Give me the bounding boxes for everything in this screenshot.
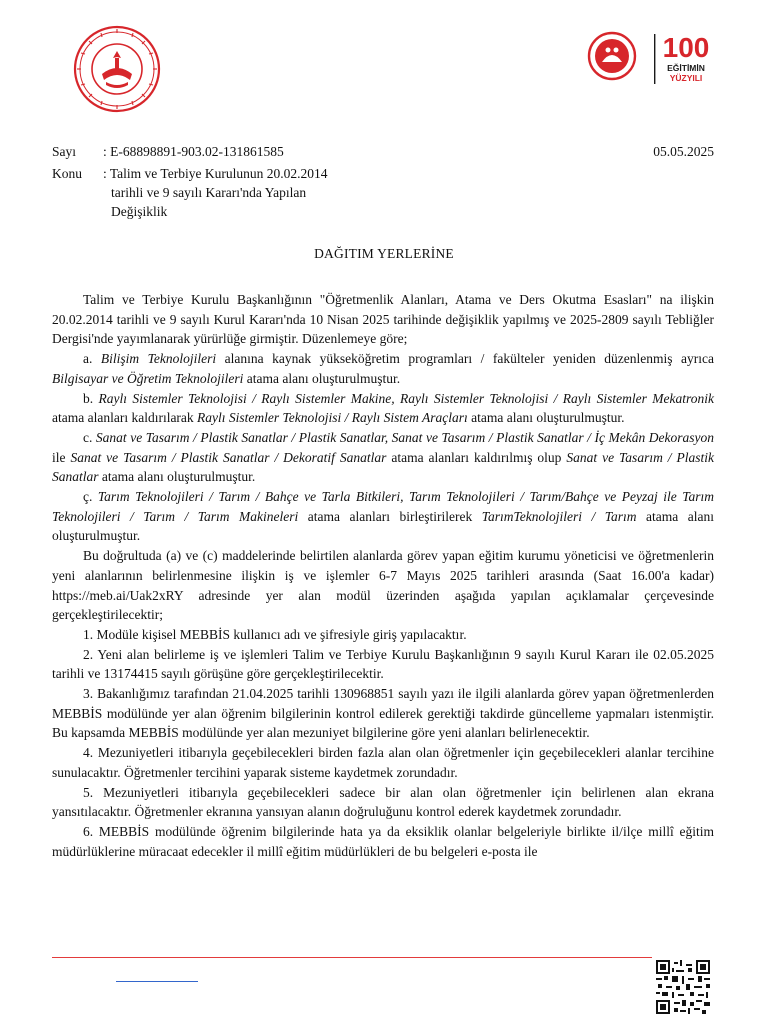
konu-label: Konu [52, 166, 82, 181]
list-item-5: 5. Mezuniyetleri itibarıyla geçebilecekleri sadece bir alan olan öğretmenler için belirlenen alan ekrana yansıtılacaktır. Öğretmenler ekranına yansıyan alanın doğruluğunu kontrol ederek kaydetmek zorundadır. [52, 784, 714, 820]
document-date: 05.05.2025 [653, 144, 714, 159]
sayi-row [52, 143, 284, 161]
item-a: a. Bilişim Teknolojileri alanına kaynak yükseköğretim programları / fakülteler yeniden düzenlenmiş ayrıca Bilgisayar ve Öğretim Teknolojileri atama alanı oluşturulmuştur. [52, 351, 714, 386]
konu-line-2: tarihli ve 9 sayılı Kararı'nda Yapılan [111, 185, 307, 200]
brand-sub-1: EĞİTİMİN [667, 63, 705, 73]
sayi-value: : E-68898891-903.02-131861585 [103, 144, 284, 159]
list-item-4: 4. Mezuniyetleri itibarıyla geçebilecekleri birden fazla alan olan öğretmenler için geçebilecekleri alanlar tercihine sunulacaktır. Öğretmenler tercihini yaparak sisteme kaydetmek zorundadır. [52, 745, 714, 780]
item-b: b. Raylı Sistemler Teknolojisi / Raylı Sistemler Makine, Raylı Sistemler Teknolojisi / Raylı Sistemler Mekatronik atama alanları kaldırılarak Raylı Sistemler Teknolojisi / Raylı Sistem Araçları atama alanı oluşturulmuştur. [52, 390, 715, 426]
brand-number: 100 [662, 32, 710, 63]
qr-code-icon [656, 960, 710, 1014]
list-item-6: 6. MEBBİS modülünde öğrenim bilgilerinde hata ya da eksiklik olanlar belgeleriyle birlikte il/ilçe millî eğitim müdürlüklerine müracaat edecekler il millî eğitim müdürlükleri de bu belgeleri e-posta ile [52, 823, 714, 859]
ministry-seal-icon [72, 24, 162, 114]
item-c: c. Sanat ve Tasarım / Plastik Sanatlar / Plastik Sanatlar, Sanat ve Tasarım / Plastik Sanatlar / İç Mekân Dekorasyon ile Sanat ve Tasarım / Plastik Sanatlar / Dekoratif Sanatlar atama alanları kaldırılmış olup Sanat ve Tasarım / Plastik Sanatlar atama alanı oluşturulmuştur. [52, 429, 714, 485]
item-cc: ç. Tarım Teknolojileri / Tarım / Bahçe ve Tarla Bitkileri, Tarım Teknolojileri / Tarım/Bahçe ve Peyzaj ile Tarım Teknolojileri / Tarım / Tarım Makineleri atama alanları birleştirilerek TarımTeknolojileri / Tarım atama alanı oluşturulmuştur. [52, 489, 715, 544]
list-item-2: 2. Yeni alan belirleme iş ve işlemleri Talim ve Terbiye Kurulu Başkanlığının 9 sayılı Kurul Kararı ile 02.05.2025 tarihli ve 13174415 sayılı görüşüne göre gerçekleştirilecektir. [52, 646, 714, 682]
brand-sub-2: YÜZYILI [669, 73, 703, 83]
list-item-3: 3. Bakanlığımız tarafından 21.04.2025 tarihli 130968851 sayılı yazı ile ilgili alanlarda görev yapan öğretmenlerden MEBBİS modülünde yer alan öğrenim bilgilerinin kontrol edilerek gerektiği takdirde güncelleme yapmaları istenmiştir. Bu kapsamda MEBBİS modülünde yer alan mezuniyet bilgilerine göre yeni alanları belirlenecektir. [52, 686, 714, 741]
page-title: DAĞITIM YERLERİNE [314, 246, 454, 261]
konu-row [52, 165, 327, 183]
letter-body [52, 290, 714, 861]
konu-line-1: : Talim ve Terbiye Kurulunun 20.02.2014 [103, 166, 328, 181]
intro-paragraph: Talim ve Terbiye Kurulu Başkanlığının "Öğretmenlik Alanları, Atama ve Ders Okutma Esasları" na ilişkin 20.02.2014 tarihli ve 9 sayılı Kurul Kararı'nda 10 Nisan 2025 tarihinde değişiklik yapılmış ve 2025-2809 sayılı Tebliğler Dergisi'nde yayımlanarak yürürlüğe girmiştir. Düzenlemeye göre; [52, 292, 714, 347]
list-item-1: 1. Modüle kişisel MEBBİS kullanıcı adı ve şifresiyle giriş yapılacaktır. [83, 626, 467, 642]
footer-divider [52, 957, 652, 958]
konu-line-3: Değişiklik [111, 204, 168, 219]
instructions-paragraph: Bu doğrultuda (a) ve (c) maddelerinde belirtilen alanlarda görev yapan eğitim kurumu yöneticisi ve öğretmenlerin yeni alanlarının belirlenmesine ilişkin iş ve işlemler 6-7 Mayıs 2025 tarihleri arasında (Saat 16.00'a kadar) https://meb.ai/Uak2xRY adresinde yer alan modül üzerinden aşağıda yapılan açıklamalar çerçevesinde gerçekleştirilecektir; [52, 548, 714, 623]
family-year-and-education-century-logo-icon [586, 28, 718, 90]
footer-link-underline[interactable] [116, 981, 198, 982]
sayi-label: Sayı [52, 144, 77, 159]
